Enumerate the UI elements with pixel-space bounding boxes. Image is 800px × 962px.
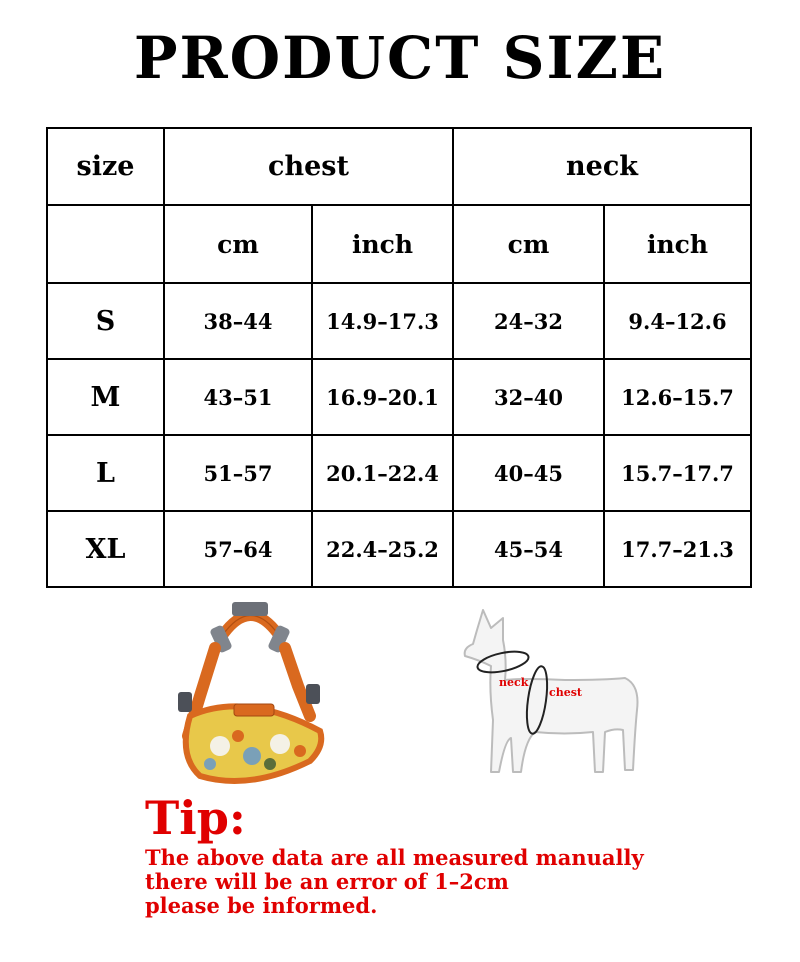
chest-inch-cell: 20.1–22.4: [312, 435, 453, 511]
size-table: [46, 127, 752, 588]
header-neck: neck: [453, 128, 751, 205]
tip-line: please be informed.: [145, 893, 378, 918]
page-title: PRODUCT SIZE: [133, 24, 667, 92]
neck-cm-cell: 40–45: [453, 435, 604, 511]
chest-cm-cell: 57–64: [164, 511, 312, 587]
unit-neck-cm: cm: [453, 205, 604, 283]
neck-inch-cell: 12.6–15.7: [604, 359, 751, 435]
tip-title: Tip:: [145, 791, 246, 845]
tip-section: [145, 790, 644, 918]
table-row: [47, 283, 751, 359]
dog-measurement-diagram: [455, 600, 655, 785]
table-row: [47, 511, 751, 587]
chest-cm-cell: 43–51: [164, 359, 312, 435]
neck-cm-cell: 24–32: [453, 283, 604, 359]
size-cell: M: [47, 359, 164, 435]
unit-chest-cm: cm: [164, 205, 312, 283]
chest-inch-cell: 16.9–20.1: [312, 359, 453, 435]
tip-line: The above data are all measured manually: [145, 845, 644, 870]
chest-cm-cell: 38–44: [164, 283, 312, 359]
chest-inch-cell: 14.9–17.3: [312, 283, 453, 359]
harness-image: [160, 596, 340, 786]
unit-neck-inch: inch: [604, 205, 751, 283]
header-chest: chest: [164, 128, 453, 205]
tip-line: there will be an error of 1–2cm: [145, 869, 509, 894]
neck-inch-cell: 15.7–17.7: [604, 435, 751, 511]
neck-cm-cell: 32–40: [453, 359, 604, 435]
table-header-row: [47, 128, 751, 205]
header-size: size: [47, 128, 164, 205]
unit-chest-inch: inch: [312, 205, 453, 283]
table-row: [47, 359, 751, 435]
chest-label: chest: [549, 686, 582, 699]
neck-cm-cell: 45–54: [453, 511, 604, 587]
table-row: [47, 435, 751, 511]
neck-inch-cell: 9.4–12.6: [604, 283, 751, 359]
size-cell: L: [47, 435, 164, 511]
size-cell: S: [47, 283, 164, 359]
size-cell: XL: [47, 511, 164, 587]
chest-inch-cell: 22.4–25.2: [312, 511, 453, 587]
neck-label: neck: [499, 676, 529, 689]
chest-cm-cell: 51–57: [164, 435, 312, 511]
unit-empty-cell: [47, 205, 164, 283]
neck-inch-cell: 17.7–21.3: [604, 511, 751, 587]
table-unit-row: [47, 205, 751, 283]
